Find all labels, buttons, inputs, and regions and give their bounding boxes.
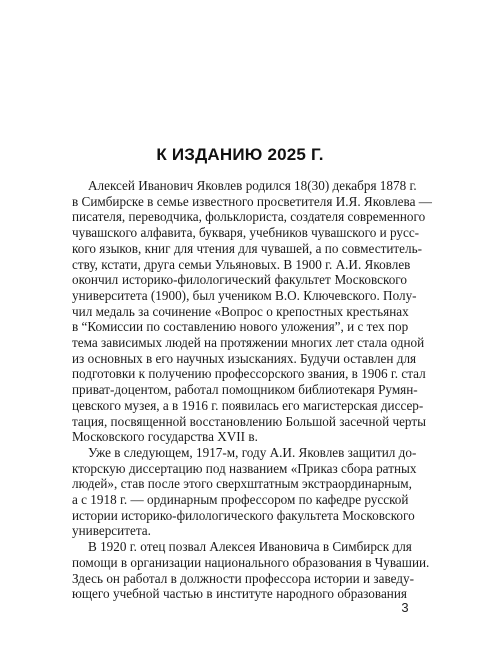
text-line: а с 1918 г. — ординарным профессором по кафедре русской (72, 492, 409, 508)
text-line: писателя, переводчика, фольклориста, создателя современного (72, 209, 426, 225)
text-line: Уже в следующем, 1917-м, году А.И. Яковлев защитил до- (88, 444, 417, 460)
text-line: цевского музея, а в 1916 г. появилась его магистерская диссер- (72, 397, 424, 413)
paragraph-3 (72, 539, 430, 602)
text-line: тема зависимых людей на протяжении многих лет стала одной (72, 335, 425, 351)
paragraph-1 (72, 178, 432, 445)
text-line: университета (1900), был учеником В.О. Ключевского. Полу- (72, 287, 417, 303)
text-line: в “Комиссии по составлению нового уложения”, и с тех пор (72, 319, 409, 335)
text-line: Московского государства XVII в. (72, 429, 258, 445)
text-line: чил медаль за сочинение «Вопрос о крепостных крестьянах (72, 303, 409, 319)
text-line: окончил историко-филологический факультет Московского (72, 272, 407, 288)
text-line: университета. (72, 523, 151, 539)
text-line: чувашского алфавита, букваря, учебников чувашского и русс- (72, 225, 420, 241)
text-line: подготовки к получению профессорского звания, в 1906 г. стал (72, 366, 426, 382)
text-line: кого языков, книг для чтения для чувашей, а по совместитель- (72, 240, 422, 256)
text-line: ству, кстати, друга семьи Ульяновых. В 1900 г. А.И. Яковлев (72, 256, 411, 272)
page-number: 3 (401, 600, 409, 615)
text-line: Алексей Иванович Яковлев родился 18(30) декабря 1878 г. (88, 178, 417, 193)
section-heading: К ИЗДАНИЮ 2025 Г. (156, 145, 324, 164)
text-line: приват-доцентом, работал помощником библиотекаря Румян- (72, 382, 418, 398)
text-line: в Симбирске в семье известного просветителя И.Я. Яковлева — (72, 193, 432, 209)
text-line: ющего учебной частью в институте народного образования (72, 586, 407, 602)
text-line: истории историко-филологического факультета Московского (72, 507, 415, 523)
text-line: кторскую диссертацию под названием «Приказ сбора ратных (72, 460, 417, 476)
text-line: помощи в организации национального образования в Чувашии. (72, 554, 430, 570)
text-line: В 1920 г. отец позвал Алексея Ивановича в Симбирск для (88, 539, 412, 555)
paragraph-2 (72, 444, 417, 539)
body-text (72, 178, 432, 602)
text-line: людей», став после этого сверхштатным экстраординарным, (72, 476, 412, 492)
text-line: Здесь он работал в должности профессора истории и заведу- (72, 570, 414, 586)
text-line: тация, посвященной восстановлению Большой засечной черты (72, 413, 426, 429)
text-line: из основных в его научных изысканиях. Будучи оставлен для (72, 350, 417, 366)
